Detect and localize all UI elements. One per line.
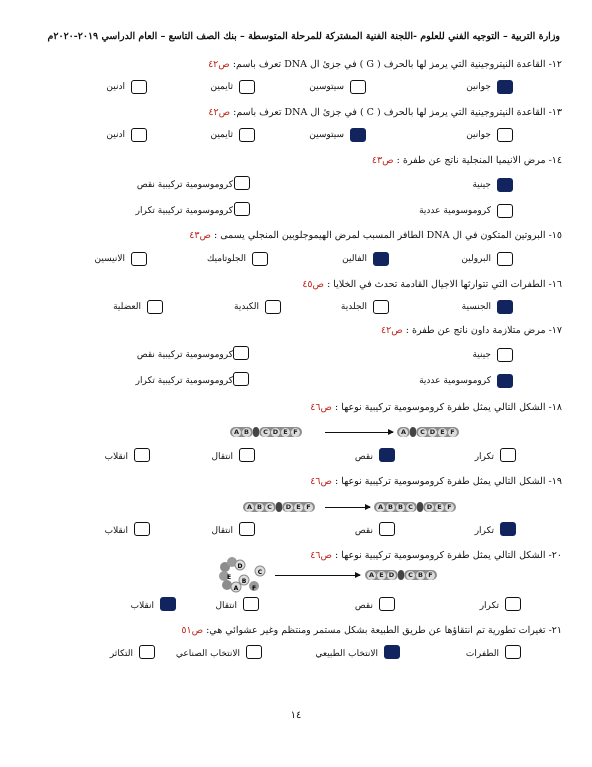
gene-bead: B: [386, 503, 395, 512]
q20-loop-bead: [222, 580, 232, 590]
question-12: ١٢- القاعدة النيتروجينية التي يرمز لها بالحرف ( G ) في جزئ ال DNA تعرف باسم: ص٤٢: [208, 59, 562, 70]
q19-option-1-checkbox[interactable]: [500, 522, 516, 536]
q20-option-2: نقص: [354, 601, 373, 611]
q15-option-3-checkbox[interactable]: [252, 252, 268, 266]
gene-bead: C: [406, 503, 415, 512]
gene-bead: F: [304, 503, 313, 512]
q21-option-1-checkbox[interactable]: [505, 645, 521, 659]
gene-bead: C: [261, 428, 270, 437]
q12-option-3: ثايمين: [210, 82, 233, 92]
gene-bead: C: [406, 571, 415, 580]
chromosome-arm: [416, 427, 459, 437]
q18-option-3-checkbox[interactable]: [239, 448, 255, 462]
q13-option-1-checkbox[interactable]: [497, 128, 513, 142]
q20-gene-label: B: [241, 578, 247, 585]
question-16: ١٦- الطفرات التي تتوارثها الاجيال القادمة تحدث في الخلايا : ص٤٥: [302, 279, 562, 290]
q17-option-1-checkbox[interactable]: [497, 348, 513, 362]
q19-chromosome-after: [374, 502, 456, 512]
q13-option-4-checkbox[interactable]: [131, 128, 147, 142]
q21-option-3: الانتخاب الصناعي: [175, 649, 240, 659]
page-header: وزارة التربية – التوجيه الفني للعلوم -اللجنة الفنية المشتركة للمرحلة المتوسطة – بنك الصف التاسع – العام الدراسي ٢٠١٩-٢٠٢٠م: [47, 31, 560, 42]
question-20: ٢٠- الشكل التالي يمثل طفرة كروموسومية تركيبية نوعها : ص٤٦: [310, 550, 562, 561]
q19-option-1: تكرار: [474, 526, 494, 536]
gene-bead: B: [255, 503, 264, 512]
q19-arrow: [325, 507, 370, 508]
q16-option-4: العضلية: [113, 302, 141, 312]
question-14: ١٤- مرض الانيميا المنجلية ناتج عن طفرة : ص٤٣: [371, 155, 562, 166]
gene-bead: E: [438, 428, 447, 437]
q20-option-1: تكرار: [479, 601, 499, 611]
q20-gene-label: C: [257, 569, 263, 576]
q18-option-2: نقص: [354, 452, 373, 462]
gene-bead: A: [377, 503, 384, 511]
q13-option-4: ادنين: [106, 130, 125, 140]
q20-gene-label: E: [226, 574, 232, 581]
q13-option-2-checkbox[interactable]: [350, 128, 366, 142]
gene-bead: F: [448, 428, 457, 437]
q20-chromosome-after: [365, 570, 437, 580]
page-number: ١٤: [290, 710, 302, 721]
q19-option-2-checkbox[interactable]: [379, 522, 395, 536]
q12-option-4: ادنين: [106, 82, 125, 92]
q17-option-2: كروموسومية تركيبية نقص: [136, 350, 233, 360]
q20-option-4: انقلاب: [130, 601, 154, 611]
q17-option-3: كروموسومية عددية: [419, 376, 491, 386]
question-17: ١٧- مرض متلازمة داون ناتج عن طفرة : ص٤٢: [381, 325, 562, 336]
q20-arrow: [275, 575, 360, 576]
chromosome-arm: [423, 502, 456, 512]
gene-bead: F: [426, 571, 435, 580]
q14-option-1: جينية: [472, 180, 491, 190]
question-18: ١٨- الشكل التالي يمثل طفرة كروموسومية تركيبية نوعها : ص٤٦: [310, 402, 562, 413]
q14-option-4: كروموسومية تركيبية تكرار: [135, 206, 233, 216]
q20-option-1-checkbox[interactable]: [505, 597, 521, 611]
q15-option-2: الفالين: [342, 254, 367, 264]
q12-option-3-checkbox[interactable]: [239, 80, 255, 94]
question-21: ٢١- تغيرات تطورية تم انتقاؤها عن طريق الطبيعة بشكل مستمر ومنتظم وغير عشوائي هي: ص٥١: [181, 625, 562, 636]
q18-chromosome-after: [397, 427, 459, 437]
q12-option-4-checkbox[interactable]: [131, 80, 147, 94]
q15-option-4: الانيسين: [94, 254, 125, 264]
gene-bead: D: [429, 428, 436, 436]
gene-bead: E: [281, 428, 290, 437]
q20-option-4-checkbox[interactable]: [160, 597, 176, 611]
q17-option-4-checkbox[interactable]: [233, 372, 249, 386]
gene-bead: B: [396, 503, 405, 512]
q13-option-1: جوانين: [466, 130, 491, 140]
gene-bead: F: [291, 428, 300, 437]
gene-bead: A: [233, 428, 240, 436]
q17-option-4: كروموسومية تركيبية تكرار: [135, 376, 233, 386]
chromosome-arm: [243, 502, 276, 512]
q21-option-1: الطفرات: [465, 649, 499, 659]
q19-option-2: نقص: [354, 526, 373, 536]
chromosome-arm: [365, 570, 398, 580]
q17-option-1: جينية: [472, 350, 491, 360]
q13-option-3-checkbox[interactable]: [239, 128, 255, 142]
q20-gene-label: F: [251, 585, 257, 592]
q16-option-1-checkbox[interactable]: [497, 300, 513, 314]
q12-option-2-checkbox[interactable]: [350, 80, 366, 94]
gene-bead: D: [388, 571, 395, 579]
q18-arrow: [325, 432, 393, 433]
q17-option-2-checkbox[interactable]: [233, 346, 249, 360]
q18-option-3: انتقال: [211, 452, 233, 462]
q21-option-4-checkbox[interactable]: [139, 645, 155, 659]
gene-bead: D: [272, 428, 279, 436]
q19-option-4-checkbox[interactable]: [134, 522, 150, 536]
chromosome-arm: [282, 502, 315, 512]
q18-option-4: انقلاب: [104, 452, 128, 462]
q16-option-3: الكبدية: [234, 302, 259, 312]
q16-option-4-checkbox[interactable]: [147, 300, 163, 314]
q20-option-2-checkbox[interactable]: [379, 597, 395, 611]
gene-bead: A: [368, 571, 375, 579]
q19-option-3-checkbox[interactable]: [239, 522, 255, 536]
q17-option-3-checkbox[interactable]: [497, 374, 513, 388]
q14-option-4-checkbox[interactable]: [234, 202, 250, 216]
q21-option-2: الانتخاب الطبيعي: [315, 649, 378, 659]
q16-option-1: الجنسية: [461, 302, 491, 312]
q19-option-3: انتقال: [211, 526, 233, 536]
gene-bead: B: [242, 428, 251, 437]
q19-chromosome-before: [243, 502, 315, 512]
gene-bead: D: [285, 503, 292, 511]
q20-gene-label: A: [233, 585, 239, 592]
q12-option-2: سيتوسين: [309, 82, 344, 92]
q18-chromosome-before: [230, 427, 302, 437]
chromosome-arm: [397, 427, 410, 437]
gene-bead: B: [416, 571, 425, 580]
q21-option-2-checkbox[interactable]: [384, 645, 400, 659]
question-13: ١٣- القاعدة النيتروجينية التي يرمز لها بالحرف ( C ) في جزئ ال DNA تعرف باسم: ص٤٢: [208, 107, 562, 118]
gene-bead: E: [377, 571, 386, 580]
q14-option-2-checkbox[interactable]: [234, 176, 250, 190]
q18-option-1: تكرار: [474, 452, 494, 462]
gene-bead: E: [435, 503, 444, 512]
question-19: ١٩- الشكل التالي يمثل طفرة كروموسومية تركيبية نوعها : ص٤٦: [310, 476, 562, 487]
q15-option-2-checkbox[interactable]: [373, 252, 389, 266]
q18-option-4-checkbox[interactable]: [134, 448, 150, 462]
gene-bead: D: [426, 503, 433, 511]
q14-option-3: كروموسومية عددية: [419, 206, 491, 216]
chromosome-arm: [230, 427, 253, 437]
q20-option-3-checkbox[interactable]: [243, 597, 259, 611]
q21-option-3-checkbox[interactable]: [246, 645, 262, 659]
q15-option-1: البرولين: [461, 254, 491, 264]
chromosome-arm: [259, 427, 302, 437]
chromosome-arm: [404, 570, 437, 580]
gene-bead: A: [400, 428, 407, 436]
q16-option-3-checkbox[interactable]: [265, 300, 281, 314]
q14-option-1-checkbox[interactable]: [497, 178, 513, 192]
q14-option-2: كروموسومية تركيبية نقص: [136, 180, 233, 190]
q16-option-2: الجلدية: [340, 302, 367, 312]
q20-looped-chromosome: [216, 557, 268, 593]
question-15: ١٥- البروتين المتكون في ال DNA الطافر المسبب لمرض الهيموجلوبين المنجلي يسمى : ص٤٣: [189, 230, 562, 241]
q21-option-4: التكاثر: [109, 649, 133, 659]
q12-option-1: جوانين: [466, 82, 491, 92]
q13-option-3: ثايمين: [210, 130, 233, 140]
gene-bead: F: [445, 503, 454, 512]
chromosome-arm: [374, 502, 417, 512]
q13-option-2: سيتوسين: [309, 130, 344, 140]
q18-option-2-checkbox[interactable]: [379, 448, 395, 462]
gene-bead: A: [246, 503, 253, 511]
gene-bead: C: [418, 428, 427, 437]
q19-option-4: انقلاب: [104, 526, 128, 536]
q15-option-1-checkbox[interactable]: [497, 252, 513, 266]
gene-bead: C: [265, 503, 274, 512]
q14-option-3-checkbox[interactable]: [497, 204, 513, 218]
q15-option-3: الجلوتاميك: [206, 254, 246, 264]
q12-option-1-checkbox[interactable]: [497, 80, 513, 94]
gene-bead: E: [294, 503, 303, 512]
q18-option-1-checkbox[interactable]: [500, 448, 516, 462]
q20-gene-label: D: [237, 563, 243, 570]
q15-option-4-checkbox[interactable]: [131, 252, 147, 266]
q20-option-3: انتقال: [215, 601, 237, 611]
q16-option-2-checkbox[interactable]: [373, 300, 389, 314]
